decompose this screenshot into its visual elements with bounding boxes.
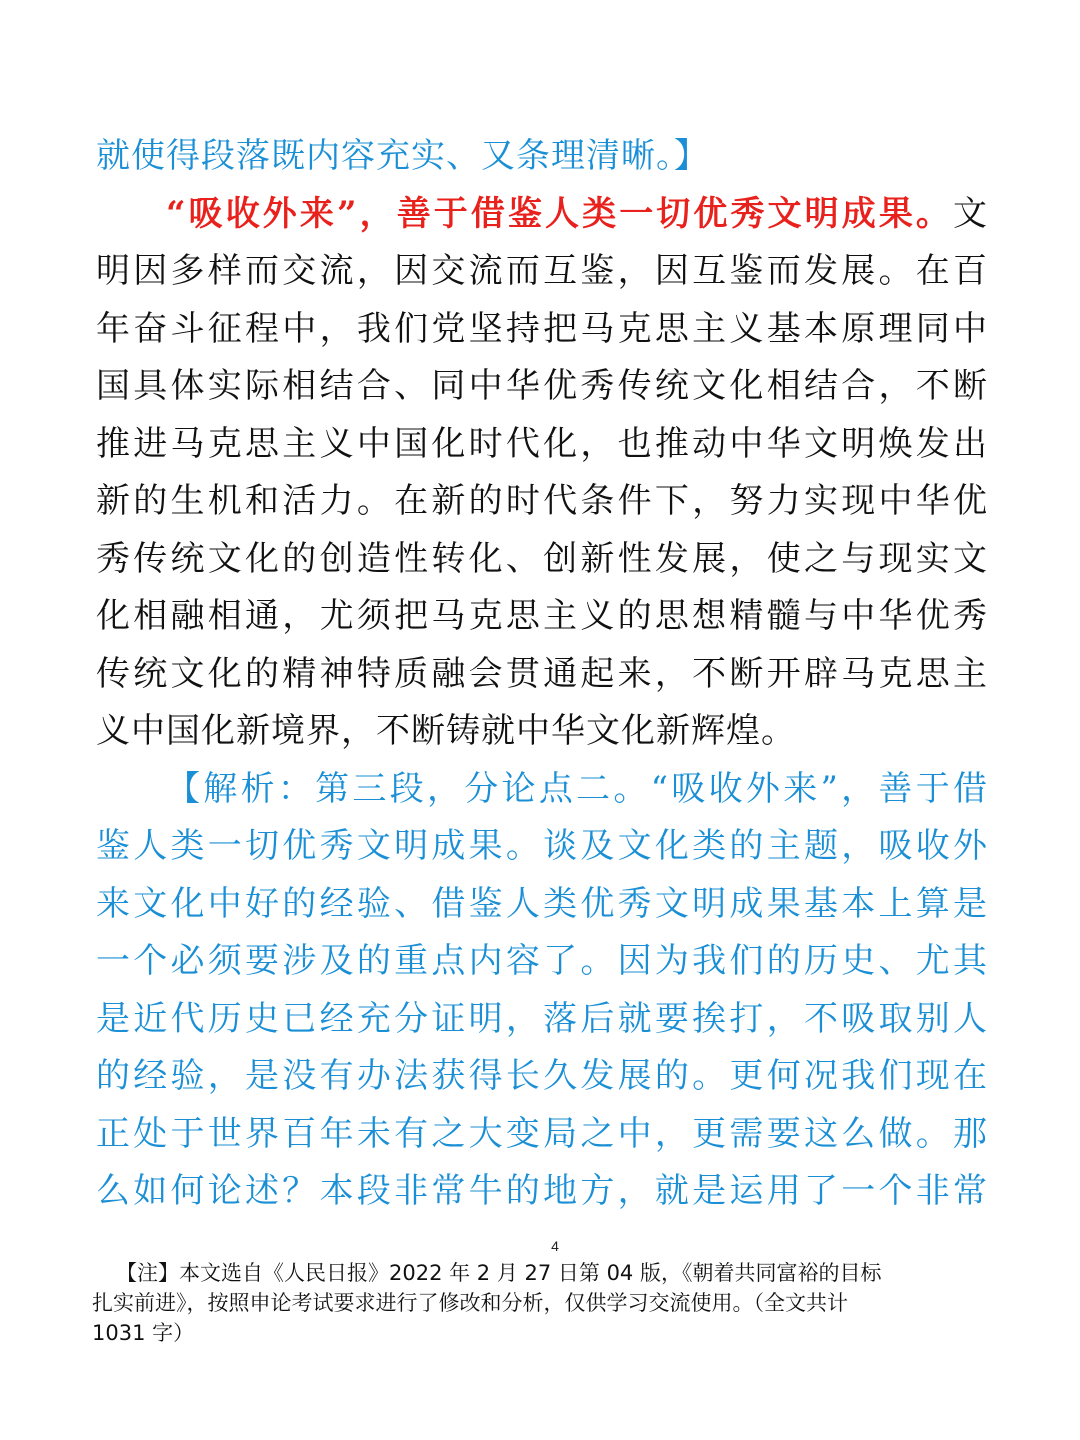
paragraph-line: 新的生机和活力。在新的时代条件下，努力实现中华优 bbox=[96, 481, 988, 521]
footnote-line: 1031 字） bbox=[92, 1321, 195, 1345]
page-number: 4 bbox=[551, 1238, 559, 1254]
analysis-line: 一个必须要涉及的重点内容了。因为我们的历史、尤其 bbox=[96, 941, 988, 981]
analysis-line: 鉴人类一切优秀文明成果。谈及文化类的主题，吸收外 bbox=[96, 826, 988, 866]
analysis-line: 正处于世界百年未有之大变局之中，更需要这么做。那 bbox=[96, 1113, 988, 1154]
paragraph-line: 传统文化的精神特质融会贯通起来，不断开辟马克思主 bbox=[96, 653, 988, 694]
paragraph-line: 化相融相通，尤须把马克思主义的思想精髓与中华优秀 bbox=[96, 596, 988, 636]
analysis-line: 是近代历史已经充分证明，落后就要挨打，不吸取别人 bbox=[96, 998, 988, 1039]
footnote-line: 【注】本文选自《人民日报》2022 年 2 月 27 日第 04 版，《朝着共同富裕的目标 bbox=[116, 1261, 882, 1285]
paragraph-line: 推进马克思主义中国化时代化，也推动中华文明焕发出 bbox=[96, 423, 988, 464]
analysis-line: 来文化中好的经验、借鉴人类优秀文明成果基本上算是 bbox=[96, 883, 988, 924]
paragraph-line: 年奋斗征程中，我们党坚持把马克思主义基本原理同中 bbox=[96, 308, 988, 349]
paragraph-line: 明因多样而交流，因交流而互鉴，因互鉴而发展。在百 bbox=[96, 251, 988, 291]
analysis-line: 么如何论述？本段非常牛的地方，就是运用了一个非常 bbox=[96, 1171, 988, 1211]
paragraph-line: 义中国化新境界，不断铸就中华文化新辉煌。 bbox=[96, 711, 796, 751]
analysis-line: 的经验，是没有办法获得长久发展的。更何况我们现在 bbox=[96, 1056, 988, 1096]
footnote-line: 扎实前进》，按照申论考试要求进行了修改和分析，仅供学习交流使用。（全文共计 bbox=[92, 1291, 848, 1315]
analysis-closing-line: 就使得段落既内容充实、又条理清晰。】 bbox=[96, 136, 709, 176]
paragraph-heading-line bbox=[96, 186, 988, 244]
article-body bbox=[96, 128, 988, 1221]
analysis-line: 【解析：第三段，分论点二。“吸收外来”，善于借 bbox=[166, 768, 988, 809]
paragraph-text: 文 bbox=[953, 193, 988, 234]
sub-argument-heading: “吸收外来”，善于借鉴人类一切优秀文明成果。 bbox=[166, 193, 953, 234]
paragraph-line: 国具体实际相结合、同中华优秀传统文化相结合，不断 bbox=[96, 366, 988, 406]
footnote bbox=[92, 1258, 992, 1348]
paragraph-line: 秀传统文化的创造性转化、创新性发展，使之与现实文 bbox=[96, 538, 988, 579]
